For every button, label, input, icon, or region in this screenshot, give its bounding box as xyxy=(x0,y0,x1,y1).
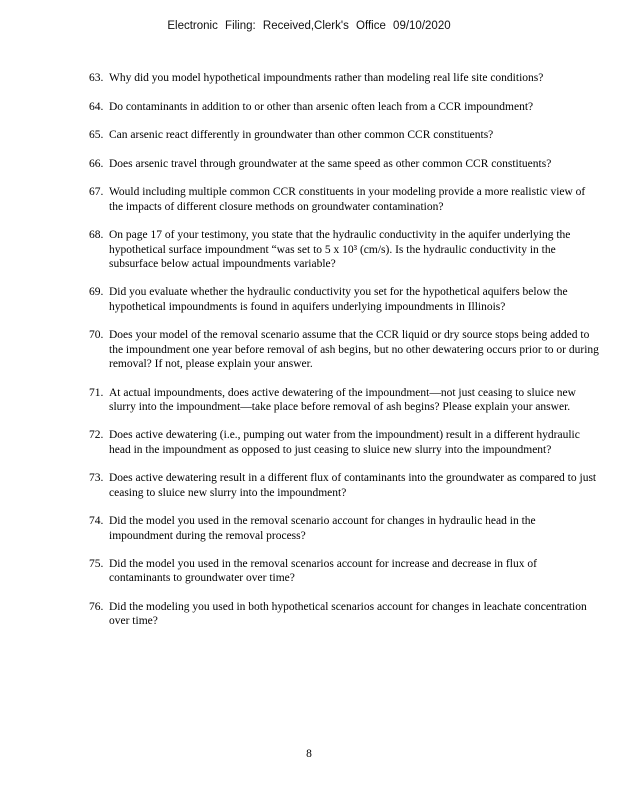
question-number: 68. xyxy=(89,229,104,242)
question-item xyxy=(89,100,599,114)
question-number: 72. xyxy=(89,429,104,442)
question-number: 75. xyxy=(89,558,104,571)
question-item xyxy=(89,514,599,543)
question-text: Did the modeling you used in both hypothetical scenarios account for changes in leachate concentration over time? xyxy=(109,600,587,628)
question-item xyxy=(89,557,599,586)
question-number: 67. xyxy=(89,186,104,199)
question-text: Does arsenic travel through groundwater at the same speed as other common CCR constituents? xyxy=(109,157,552,170)
question-text: On page 17 of your testimony, you state that the hydraulic conductivity in the aquifer underlying the hypothetical surface impoundment “was set to 5 x 10³ (cm/s). Is the hydraulic conductivity in the subsurface below actual impoundments variable? xyxy=(109,229,571,270)
question-text: Do contaminants in addition to or other than arsenic often leach from a CCR impoundment? xyxy=(109,100,534,113)
question-number: 64. xyxy=(89,100,104,113)
question-number: 71. xyxy=(89,386,104,399)
question-item xyxy=(89,157,599,171)
question-number: 74. xyxy=(89,515,104,528)
question-text: Does active dewatering (i.e., pumping out water from the impoundment) result in a different hydraulic head in the impoundment as opposed to just ceasing to sluice new slurry into the impoundment? xyxy=(109,429,580,456)
question-number: 65. xyxy=(89,129,104,142)
question-text: Did the model you used in the removal scenario account for changes in hydraulic head in the impoundment during the removal process? xyxy=(109,515,536,542)
question-item xyxy=(89,428,599,457)
question-text: Did the model you used in the removal scenarios account for increase and decrease in flux of contaminants to groundwater over time? xyxy=(109,558,537,585)
question-text: At actual impoundments, does active dewatering of the impoundment—not just ceasing to sluice new slurry into the impoundment—take place before removal of ash begins? Please explain your answer. xyxy=(109,386,576,413)
question-text: Does your model of the removal scenario assume that the CCR liquid or dry source stops being added to the impoundment one year before removal of ash begins, but no other dewatering occurs prior to or during removal? If not, please explain your answer. xyxy=(109,329,599,370)
question-item xyxy=(89,285,599,314)
question-number: 69. xyxy=(89,286,104,299)
page-number: 8 xyxy=(306,748,312,760)
question-number: 66. xyxy=(89,157,104,170)
question-item xyxy=(89,128,599,142)
question-text: Can arsenic react differently in groundwater than other common CCR constituents? xyxy=(109,129,494,142)
question-list xyxy=(89,71,599,643)
question-item xyxy=(89,228,599,271)
question-item xyxy=(89,328,599,371)
question-text: Does active dewatering result in a different flux of contaminants into the groundwater as compared to just ceasing to sluice new slurry into the impoundment? xyxy=(109,472,597,499)
question-number: 76. xyxy=(89,600,104,613)
question-text: Did you evaluate whether the hydraulic conductivity you set for the hypothetical aquifers below the hypothetical impoundments is found in aquifers underlying impoundments in Illinois? xyxy=(109,286,568,313)
filing-header: Electronic Filing: Received,Clerk's Office 09/10/2020 xyxy=(167,20,451,32)
question-text: Would including multiple common CCR constituents in your modeling provide a more realistic view of the impacts of different closure methods on groundwater contamination? xyxy=(109,186,586,213)
question-item xyxy=(89,71,599,85)
question-item xyxy=(89,386,599,415)
question-item xyxy=(89,600,599,629)
question-number: 70. xyxy=(89,329,104,342)
question-item xyxy=(89,471,599,500)
question-text: Why did you model hypothetical impoundments rather than modeling real life site conditions? xyxy=(109,72,544,84)
question-number: 73. xyxy=(89,472,104,485)
question-item xyxy=(89,185,599,214)
question-number: 63. xyxy=(89,72,104,84)
